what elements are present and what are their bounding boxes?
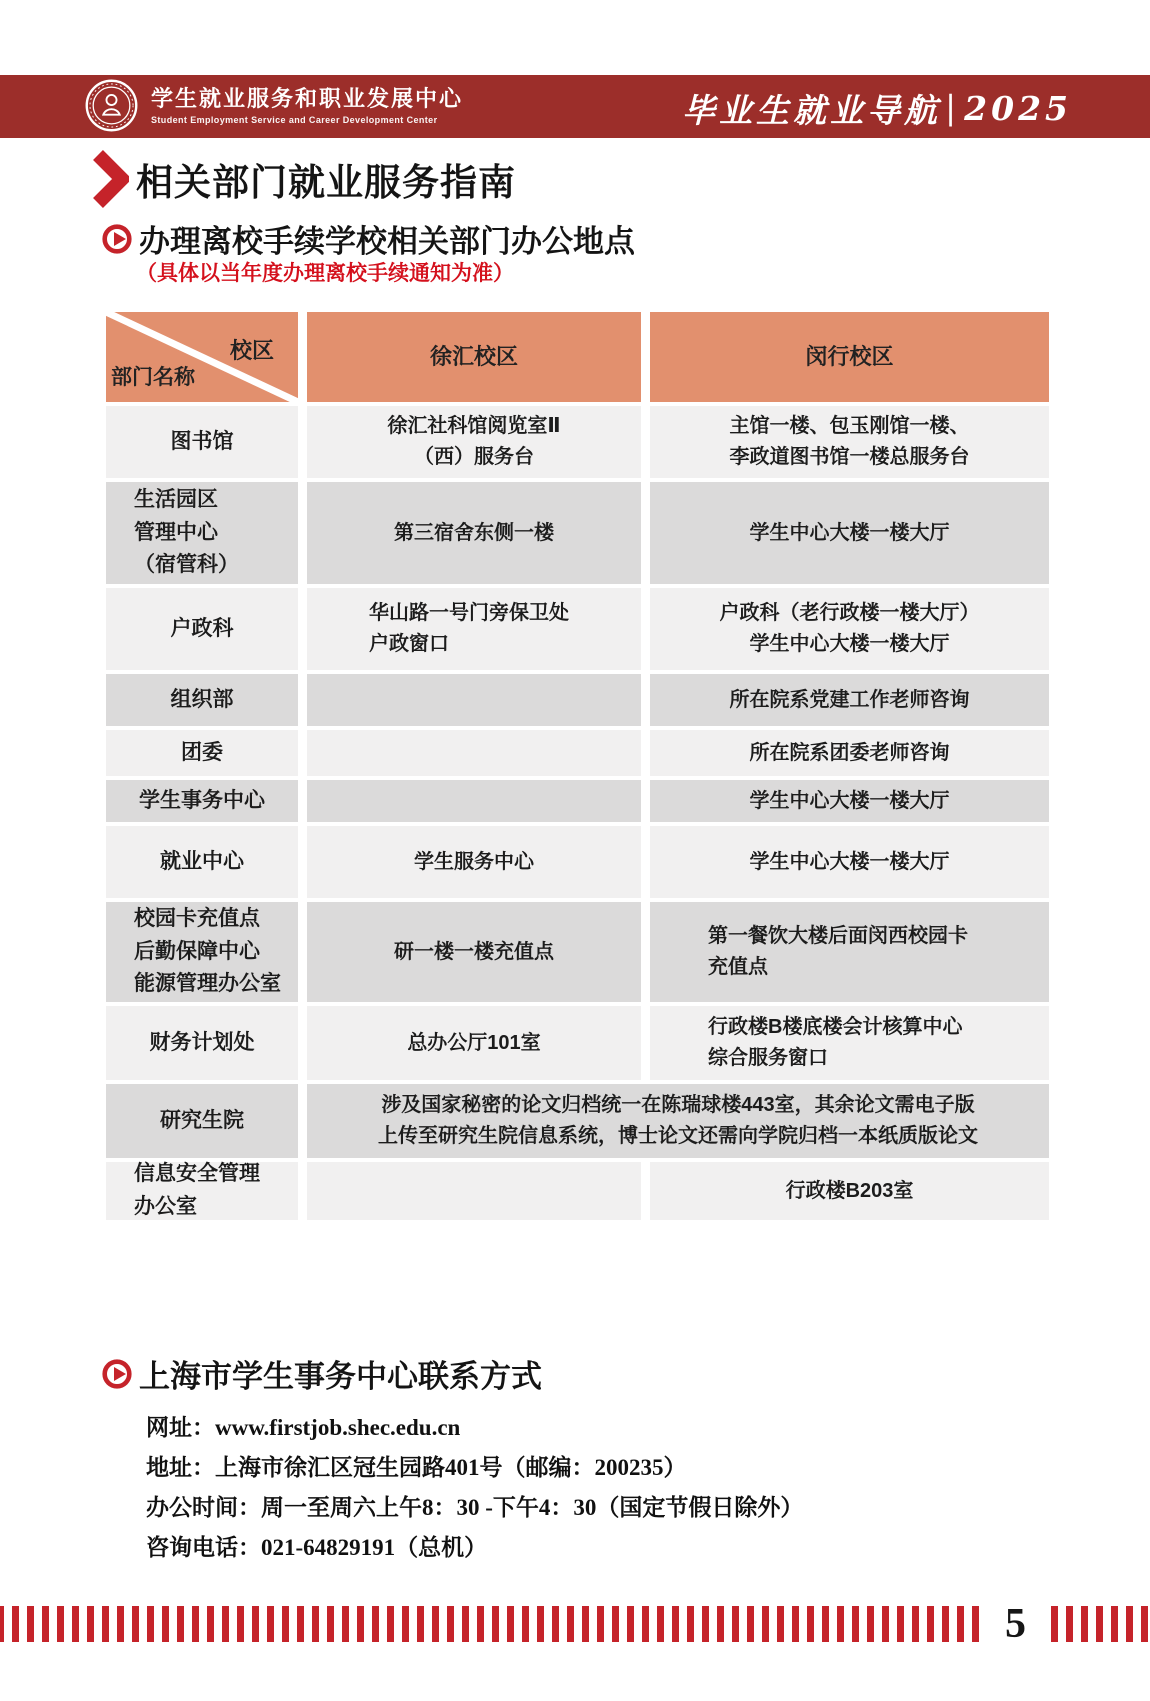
header-brand [84, 78, 463, 133]
departments-table [106, 312, 1049, 1220]
table-cell-xuhui: 第三宿舍东侧一楼 [307, 482, 641, 584]
guide-banner [682, 85, 1072, 132]
table-cell-xuhui [307, 780, 641, 822]
table-cell-minhang: 所在院系党建工作老师咨询 [650, 674, 1049, 726]
page-title: 相关部门就业服务指南 [136, 162, 516, 203]
table-cell-department: 就业中心 [106, 826, 298, 898]
table-cell-xuhui: 研一楼一楼充值点 [307, 902, 641, 1002]
table-cell-minhang: 学生中心大楼一楼大厅 [650, 482, 1049, 584]
table-cell-department: 生活园区 管理中心 （宿管科） [106, 482, 298, 584]
table-cell-xuhui [307, 1162, 641, 1220]
section1-heading [92, 150, 516, 208]
table-cell-department: 研究生院 [106, 1084, 298, 1158]
contact-line: 网址：www.firstjob.shec.edu.cn [146, 1415, 461, 1440]
footer-ticks-left [0, 1606, 983, 1642]
table-cell-minhang: 主馆一楼、包玉刚馆一楼、 李政道图书馆一楼总服务台 [650, 406, 1049, 478]
table-cell-department: 学生事务中心 [106, 780, 298, 822]
subsection-title: 办理离校手续学校相关部门办公地点 [139, 224, 635, 259]
contact-line: 办公时间：周一至周六上午8：30 -下午4：30（国定节假日除外） [146, 1495, 804, 1520]
table-cell-xuhui: 徐汇社科馆阅览室Ⅱ （西）服务台 [307, 406, 641, 478]
table-cell-department: 图书馆 [106, 406, 298, 478]
play-circle-icon [102, 224, 132, 254]
corner-label-department: 部门名称 [111, 366, 195, 390]
section1-subheading [102, 216, 635, 261]
section2-heading [102, 1351, 542, 1396]
university-seal-icon [84, 78, 139, 133]
table-cell-minhang: 学生中心大楼一楼大厅 [650, 826, 1049, 898]
table-cell-xuhui [307, 674, 641, 726]
table-cell-department: 组织部 [106, 674, 298, 726]
table-cell-department: 户政科 [106, 588, 298, 670]
center-title-cn: 学生就业服务和职业发展中心 [151, 85, 464, 111]
table-cell-department: 信息安全管理 办公室 [106, 1162, 298, 1220]
column-header-xuhui: 徐汇校区 [307, 312, 641, 402]
center-title-en: Student Employment Service and Career Development Center [151, 115, 438, 126]
table-corner-cell [106, 312, 298, 402]
table-cell-department: 团委 [106, 730, 298, 776]
banner-divider: | [945, 88, 961, 127]
center-title-block [151, 86, 463, 125]
table-cell-minhang: 所在院系团委老师咨询 [650, 730, 1049, 776]
table-cell-minhang: 学生中心大楼一楼大厅 [650, 780, 1049, 822]
header-band [0, 75, 1150, 138]
table-cell-minhang: 行政楼B203室 [650, 1162, 1049, 1220]
contact-info-list [146, 1408, 803, 1568]
footer-ticks-right [1051, 1606, 1150, 1642]
contact-line: 咨询电话：021-64829191（总机） [146, 1535, 488, 1560]
corner-label-campus: 校区 [229, 338, 274, 363]
table-cell-xuhui [307, 730, 641, 776]
table-cell-minhang: 行政楼B楼底楼会计核算中心 综合服务窗口 [650, 1006, 1049, 1080]
table-cell-xuhui: 学生服务中心 [307, 826, 641, 898]
guide-banner-year: 2025 [964, 89, 1072, 128]
table-cell-minhang: 户政科（老行政楼一楼大厅） 学生中心大楼一楼大厅 [650, 588, 1049, 670]
table-cell-minhang: 第一餐饮大楼后面闵西校园卡 充值点 [650, 902, 1049, 1002]
guide-banner-title: 毕业生就业导航 [682, 91, 942, 130]
contact-section-title: 上海市学生事务中心联系方式 [139, 1359, 542, 1394]
table-cell-xuhui: 华山路一号门旁保卫处 户政窗口 [307, 588, 641, 670]
table-cell-merged: 涉及国家秘密的论文归档统一在陈瑞球楼443室，其余论文需电子版 上传至研究生院信息系统，博士论文还需向学院归档一本纸质版论文 [307, 1084, 1049, 1158]
table-cell-department: 财务计划处 [106, 1006, 298, 1080]
page-number: 5 [1005, 1601, 1026, 1647]
page-footer [0, 1601, 1150, 1647]
column-header-minhang: 闵行校区 [650, 312, 1049, 402]
table-cell-department: 校园卡充值点 后勤保障中心 能源管理办公室 [106, 902, 298, 1002]
contact-line: 地址：上海市徐汇区冠生园路401号（邮编：200235） [146, 1455, 687, 1480]
chevron-right-icon [92, 150, 129, 208]
red-note: （具体以当年度办理离校手续通知为准） [136, 262, 514, 285]
table-cell-xuhui: 总办公厅101室 [307, 1006, 641, 1080]
play-circle-icon [102, 1359, 132, 1389]
